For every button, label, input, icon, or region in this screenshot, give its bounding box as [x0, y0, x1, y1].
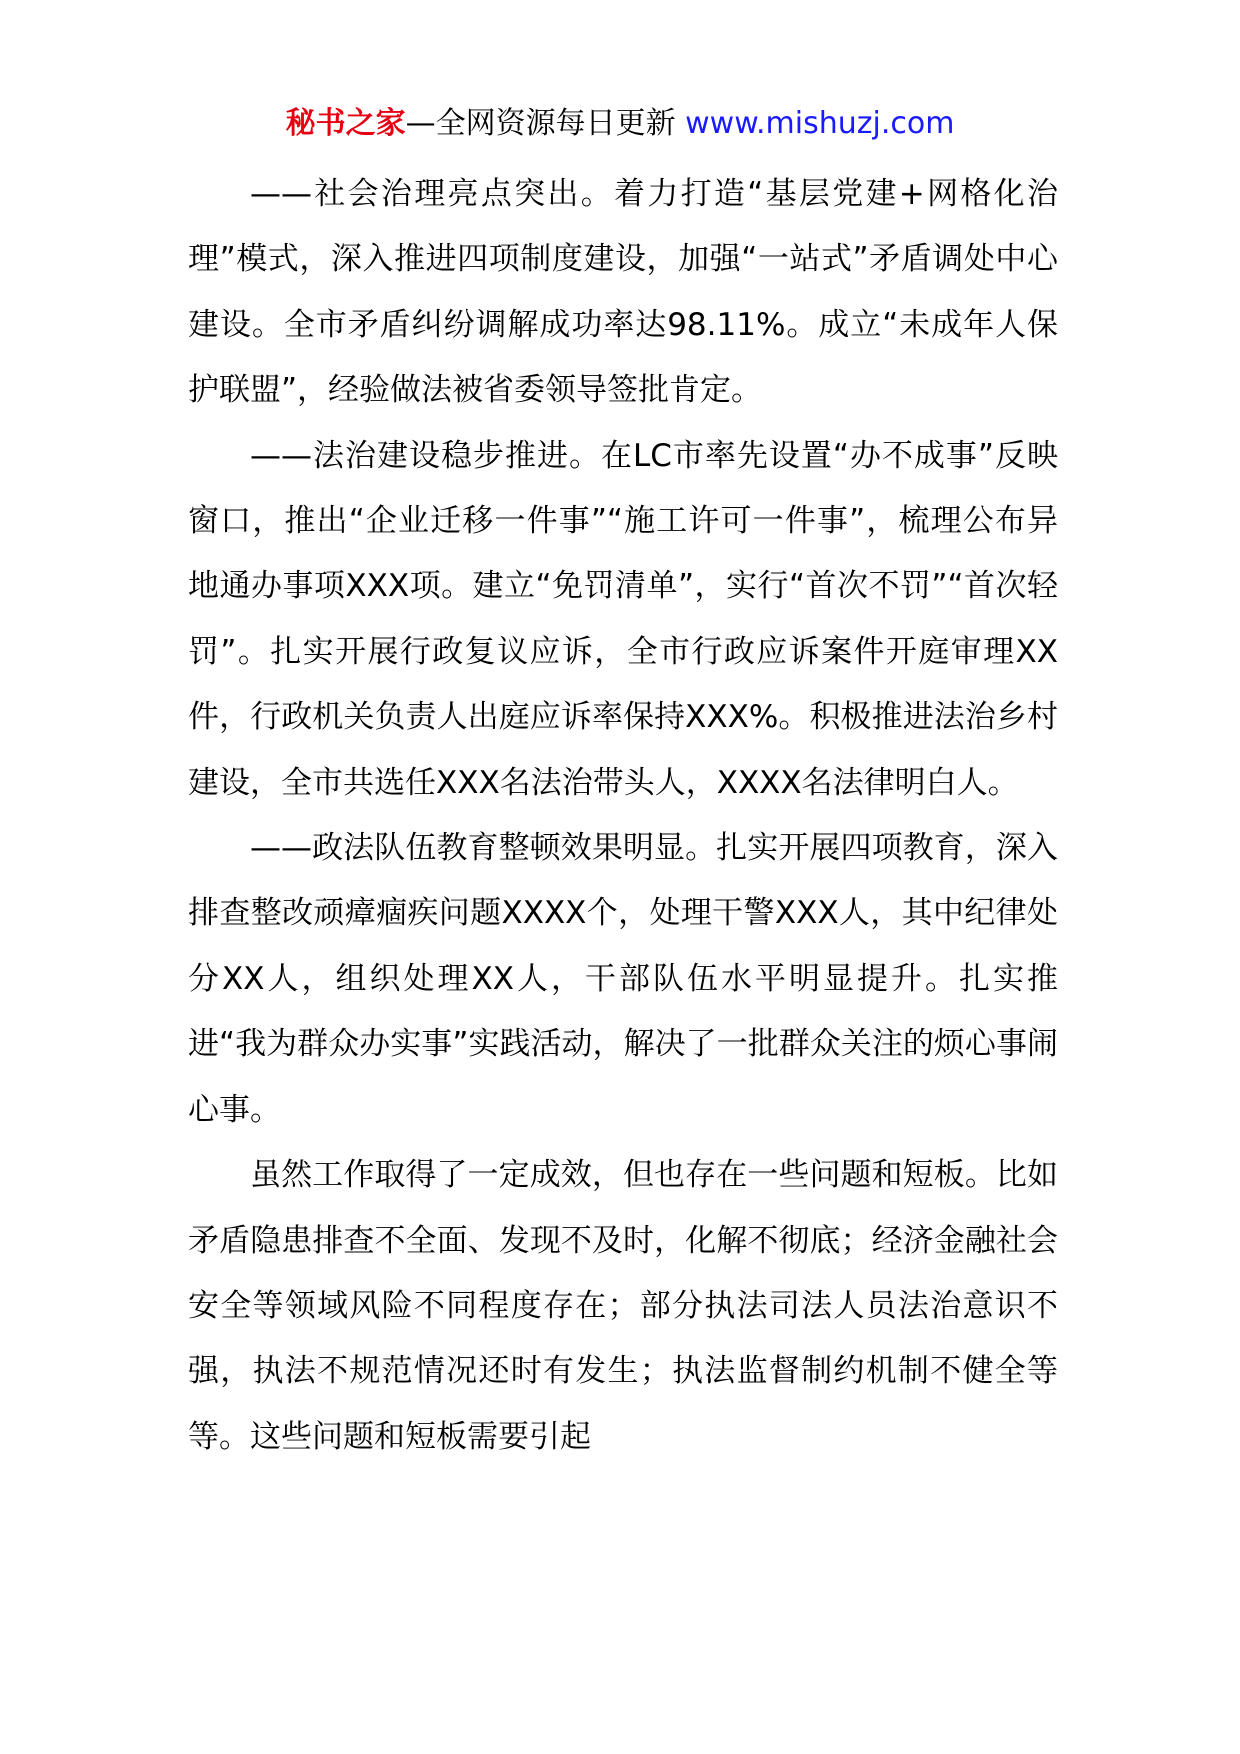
paragraph-social-governance: ——社会治理亮点突出。着力打造“基层党建+网格化治理”模式，深入推进四项制度建设，加强“一站式”矛盾调处中心建设。全市矛盾纠纷调解成功率达98.11%。成立“未成年人保护联盟”，经验做法被省委领导签批肯定。 [188, 176, 1058, 409]
header-slogan: —全网资源每日更新 [405, 106, 676, 141]
document-body [188, 162, 1058, 1470]
paragraph-problems: 虽然工作取得了一定成效，但也存在一些问题和短板。比如矛盾隐患排查不全面、发现不及时，化解不彻底；经济金融社会安全等领域风险不同程度存在；部分执法司法人员法治意识不强，执法不规范情况还时有发生；执法监督制约机制不健全等等。这些问题和短板需要引起 [188, 1157, 1058, 1455]
paragraph-team-rectification: ——政法队伍教育整顿效果明显。扎实开展四项教育，深入排查整改顽瘴痼疾问题XXXX个，处理干警XXX人，其中纪律处分XX人，组织处理XX人，干部队伍水平明显提升。扎实推进“我为群众办实事”实践活动，解决了一批群众关注的烦心事闹心事。 [188, 830, 1058, 1128]
site-url-link[interactable]: www.mishuzj.com [685, 106, 955, 141]
paragraph-rule-of-law: ——法治建设稳步推进。在LC市率先设置“办不成事”反映窗口，推出“企业迁移一件事”“施工许可一件事”，梳理公布异地通办事项XXX项。建立“免罚清单”，实行“首次不罚”“首次轻罚”。扎实开展行政复议应诉，全市行政应诉案件开庭审理XX件，行政机关负责人出庭应诉率保持XXX%。积极推进法治乡村建设，全市共选任XXX名法治带头人，XXXX名法律明白人。 [188, 437, 1058, 801]
site-header [0, 100, 1240, 148]
brand-name: 秘书之家 [285, 106, 406, 141]
